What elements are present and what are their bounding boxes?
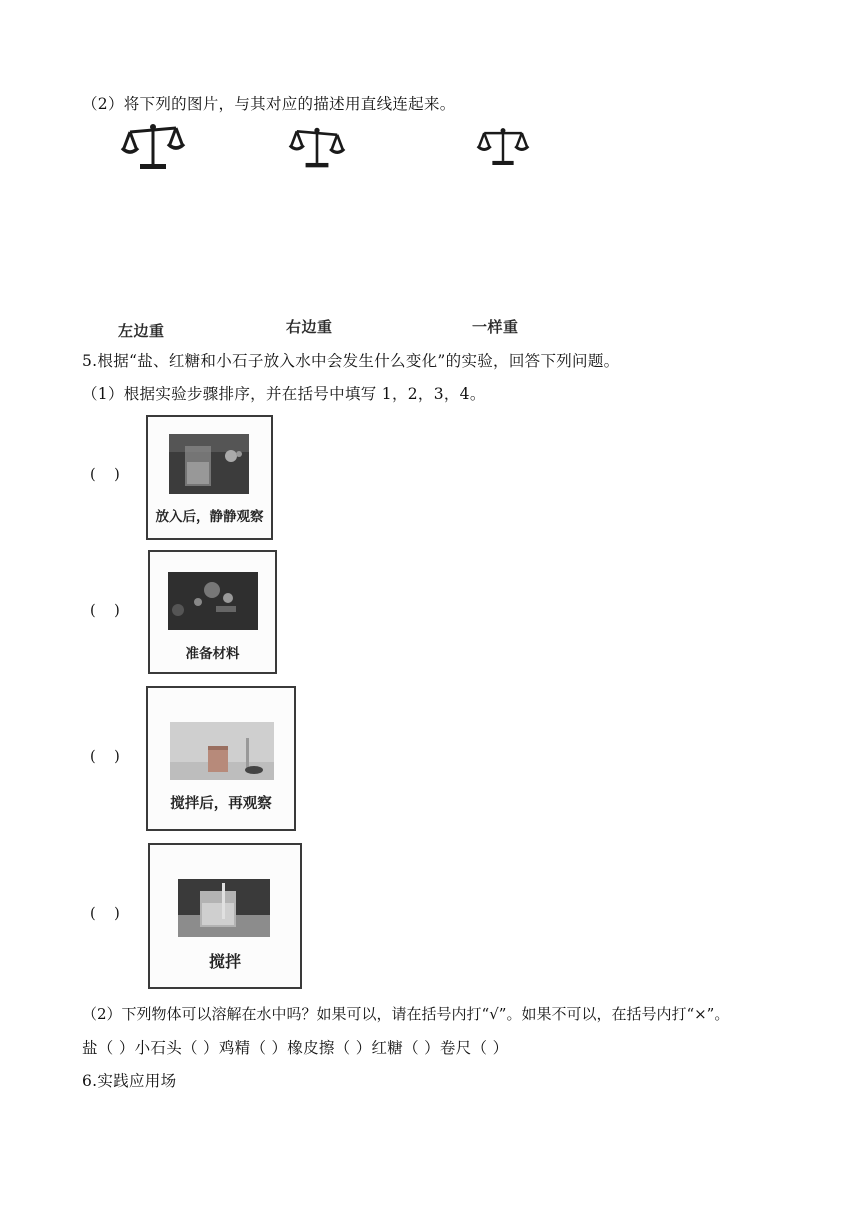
step-card [148,550,277,674]
balance-scale-icon [476,126,530,168]
step-photo [170,722,274,780]
answer-bracket[interactable]: ( ) [90,603,120,619]
question-5-title: 5.根据“盐、红糖和小石子放入水中会发生什么变化”的实验，回答下列问题。 [82,352,620,370]
step-photo [168,572,258,630]
label-equal: 一样重 [472,318,519,336]
step-card [146,686,296,831]
question-6-title: 6.实践应用场 [82,1072,177,1090]
step-photo [169,434,249,494]
answer-bracket[interactable]: ( ) [90,906,120,922]
question-5-part-1: （1）根据实验步骤排序，并在括号中填写 1，2，3，4。 [82,385,486,403]
step-caption: 放入后，静静观察 [155,509,264,525]
step-caption: 准备材料 [185,646,240,662]
step-caption: 搅拌后，再观察 [170,796,272,812]
dissolve-items-line[interactable]: 盐（ ）小石头（ ）鸡精（ ）橡皮擦（ ）红糖（ ）卷尺（ ） [82,1039,509,1057]
step-card [146,415,273,540]
step-caption: 搅拌 [208,952,241,971]
label-left-heavy: 左边重 [118,322,165,340]
question-5-part-2: （2）下列物体可以溶解在水中吗？如果可以，请在括号内打“√”。如果不可以，在括号内打“×”。 [82,1005,730,1023]
answer-bracket[interactable]: ( ) [90,749,120,765]
balance-scale-icon [288,126,346,170]
answer-bracket[interactable]: ( ) [90,467,120,483]
step-photo [178,879,270,937]
label-right-heavy: 右边重 [286,318,333,336]
balance-scale-icon [120,122,186,172]
instruction-q4-2: （2）将下列的图片，与其对应的描述用直线连起来。 [82,95,456,113]
step-card [148,843,302,989]
